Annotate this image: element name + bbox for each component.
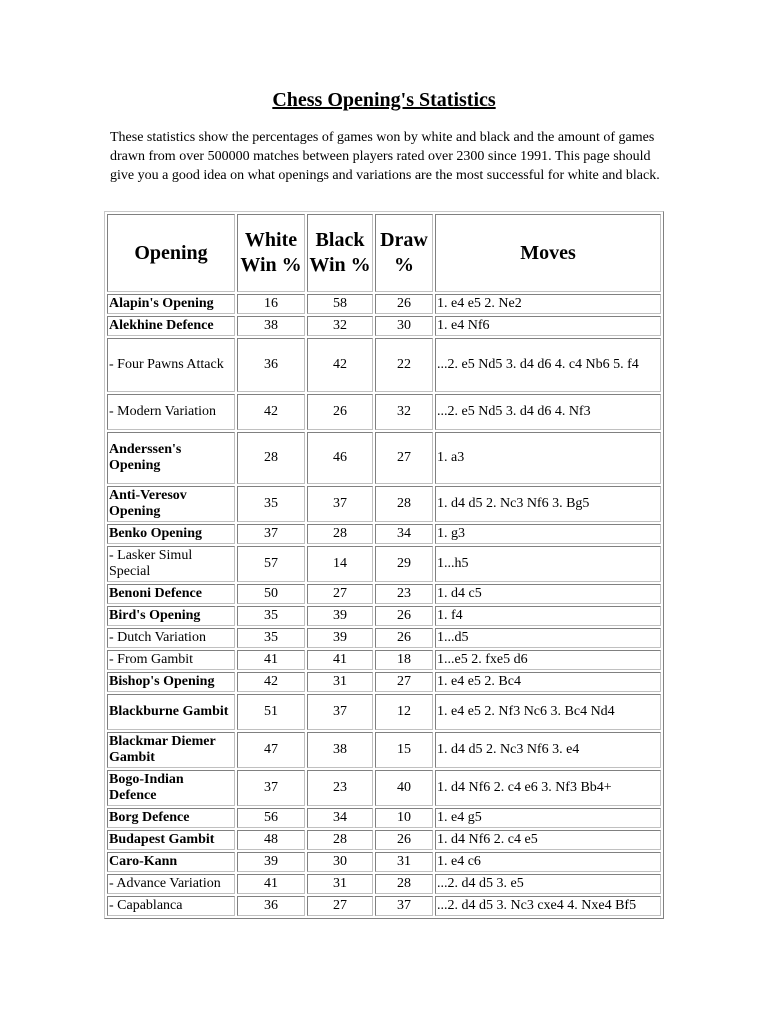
moves-cell: 1. d4 c5 [435,584,661,604]
moves-cell: 1. e4 e5 2. Bc4 [435,672,661,692]
draw-cell: 26 [375,606,433,626]
opening-name-cell: - Advance Variation [107,874,235,894]
black-win-cell: 26 [307,394,373,430]
draw-cell: 31 [375,852,433,872]
opening-name-cell: - Capablanca [107,896,235,916]
black-win-cell: 31 [307,672,373,692]
white-win-cell: 56 [237,808,305,828]
moves-cell: 1. e4 c6 [435,852,661,872]
white-win-cell: 37 [237,770,305,806]
draw-cell: 32 [375,394,433,430]
table-row [107,896,661,916]
moves-cell: 1. e4 e5 2. Ne2 [435,294,661,314]
moves-cell: 1. a3 [435,432,661,484]
moves-cell: 1. g3 [435,524,661,544]
moves-cell: 1. f4 [435,606,661,626]
moves-cell: 1. e4 Nf6 [435,316,661,336]
opening-name-cell: Borg Defence [107,808,235,828]
moves-cell: 1. e4 e5 2. Nf3 Nc6 3. Bc4 Nd4 [435,694,661,730]
table-row [107,672,661,692]
black-win-cell: 28 [307,830,373,850]
moves-cell: ...2. d4 d5 3. Nc3 cxe4 4. Nxe4 Bf5 [435,896,661,916]
white-win-cell: 16 [237,294,305,314]
draw-cell: 34 [375,524,433,544]
black-win-cell: 46 [307,432,373,484]
draw-cell: 26 [375,628,433,648]
black-win-cell: 14 [307,546,373,582]
white-win-cell: 57 [237,546,305,582]
black-win-cell: 41 [307,650,373,670]
moves-cell: 1...e5 2. fxe5 d6 [435,650,661,670]
page-title: Chess Opening's Statistics [272,89,496,111]
opening-name-cell: - Lasker Simul Special [107,546,235,582]
table-row [107,486,661,522]
table-row [107,546,661,582]
table-row [107,874,661,894]
white-win-cell: 35 [237,628,305,648]
white-win-cell: 41 [237,874,305,894]
opening-statistics-table [104,211,664,919]
opening-name-cell: Benko Opening [107,524,235,544]
header-black-win: Black Win % [307,214,373,292]
opening-name-cell: Bird's Opening [107,606,235,626]
black-win-cell: 27 [307,896,373,916]
white-win-cell: 41 [237,650,305,670]
draw-cell: 30 [375,316,433,336]
header-white-win: White Win % [237,214,305,292]
moves-cell: 1. e4 g5 [435,808,661,828]
moves-cell: ...2. e5 Nd5 3. d4 d6 4. Nf3 [435,394,661,430]
header-opening: Opening [107,214,235,292]
opening-name-cell: Anti-Veresov Opening [107,486,235,522]
white-win-cell: 36 [237,896,305,916]
draw-cell: 18 [375,650,433,670]
table-row [107,808,661,828]
moves-cell: ...2. d4 d5 3. e5 [435,874,661,894]
white-win-cell: 51 [237,694,305,730]
table-row [107,830,661,850]
draw-cell: 26 [375,830,433,850]
opening-name-cell: Blackburne Gambit [107,694,235,730]
header-draw: Draw % [375,214,433,292]
opening-name-cell: - Four Pawns Attack [107,338,235,392]
white-win-cell: 37 [237,524,305,544]
black-win-cell: 42 [307,338,373,392]
opening-name-cell: Anderssen's Opening [107,432,235,484]
draw-cell: 22 [375,338,433,392]
black-win-cell: 28 [307,524,373,544]
moves-cell: 1...d5 [435,628,661,648]
draw-cell: 27 [375,672,433,692]
opening-name-cell: Alekhine Defence [107,316,235,336]
white-win-cell: 38 [237,316,305,336]
table-row [107,606,661,626]
table-row [107,294,661,314]
white-win-cell: 42 [237,672,305,692]
moves-cell: 1. d4 d5 2. Nc3 Nf6 3. Bg5 [435,486,661,522]
opening-name-cell: Caro-Kann [107,852,235,872]
opening-name-cell: - From Gambit [107,650,235,670]
black-win-cell: 31 [307,874,373,894]
white-win-cell: 36 [237,338,305,392]
table-row [107,694,661,730]
opening-name-cell: Budapest Gambit [107,830,235,850]
white-win-cell: 28 [237,432,305,484]
black-win-cell: 39 [307,628,373,648]
table-row [107,338,661,392]
table-row [107,584,661,604]
black-win-cell: 34 [307,808,373,828]
black-win-cell: 58 [307,294,373,314]
moves-cell: 1. d4 Nf6 2. c4 e6 3. Nf3 Bb4+ [435,770,661,806]
white-win-cell: 39 [237,852,305,872]
opening-name-cell: - Modern Variation [107,394,235,430]
white-win-cell: 35 [237,486,305,522]
draw-cell: 29 [375,546,433,582]
draw-cell: 26 [375,294,433,314]
table-row [107,650,661,670]
black-win-cell: 37 [307,486,373,522]
opening-name-cell: Bogo-Indian Defence [107,770,235,806]
black-win-cell: 30 [307,852,373,872]
moves-cell: ...2. e5 Nd5 3. d4 d6 4. c4 Nb6 5. f4 [435,338,661,392]
opening-name-cell: - Dutch Variation [107,628,235,648]
draw-cell: 12 [375,694,433,730]
table-row [107,394,661,430]
header-moves: Moves [435,214,661,292]
moves-cell: 1. d4 Nf6 2. c4 e5 [435,830,661,850]
opening-name-cell: Bishop's Opening [107,672,235,692]
white-win-cell: 35 [237,606,305,626]
draw-cell: 28 [375,486,433,522]
table-row [107,852,661,872]
white-win-cell: 50 [237,584,305,604]
opening-name-cell: Alapin's Opening [107,294,235,314]
white-win-cell: 48 [237,830,305,850]
moves-cell: 1...h5 [435,546,661,582]
table-row [107,316,661,336]
opening-name-cell: Blackmar Diemer Gambit [107,732,235,768]
white-win-cell: 42 [237,394,305,430]
draw-cell: 23 [375,584,433,604]
black-win-cell: 23 [307,770,373,806]
black-win-cell: 37 [307,694,373,730]
table-row [107,432,661,484]
white-win-cell: 47 [237,732,305,768]
table-header-row [107,214,661,292]
draw-cell: 40 [375,770,433,806]
draw-cell: 15 [375,732,433,768]
moves-cell: 1. d4 d5 2. Nc3 Nf6 3. e4 [435,732,661,768]
draw-cell: 27 [375,432,433,484]
black-win-cell: 27 [307,584,373,604]
draw-cell: 28 [375,874,433,894]
black-win-cell: 38 [307,732,373,768]
draw-cell: 10 [375,808,433,828]
table-row [107,628,661,648]
table-row [107,524,661,544]
table-row [107,732,661,768]
black-win-cell: 39 [307,606,373,626]
intro-paragraph: These statistics show the percentages of games won by white and black and the amount of games drawn from over 500000 matches between players rated over 2300 since 1991. This page should give you a good idea on what openings and variations are the most successful for white and black. [110,130,660,183]
opening-name-cell: Benoni Defence [107,584,235,604]
draw-cell: 37 [375,896,433,916]
table-row [107,770,661,806]
black-win-cell: 32 [307,316,373,336]
